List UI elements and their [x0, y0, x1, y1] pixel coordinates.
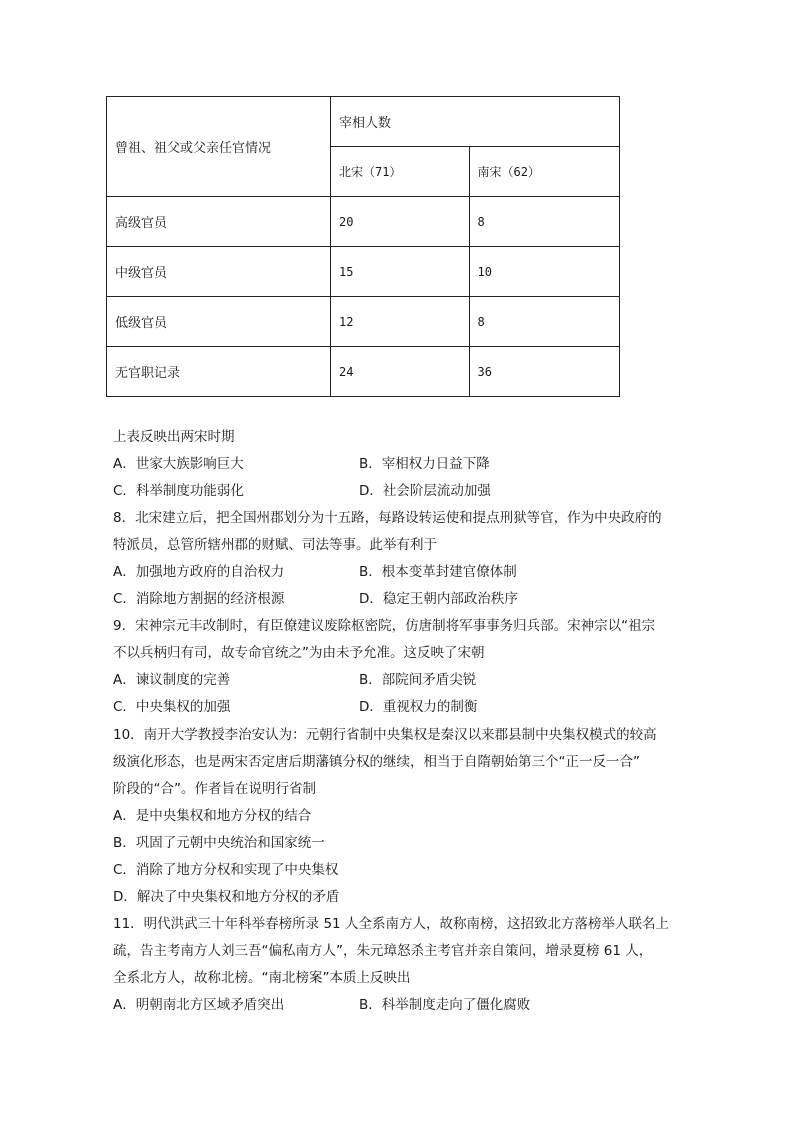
q10-option-b[interactable]: B．巩固了元朝中央统治和国家统一 — [113, 835, 325, 851]
q9-option-c[interactable]: C．中央集权的加强 — [113, 699, 231, 715]
q8-option-d[interactable]: D．稳定王朝内部政治秩序 — [359, 591, 518, 607]
q7-option-d[interactable]: D．社会阶层流动加强 — [359, 483, 491, 499]
row-label: 中级官员 — [107, 247, 331, 297]
q7-stem: 上表反映出两宋时期 — [113, 429, 235, 445]
north-value: 12 — [330, 297, 469, 347]
q10-stem-line1: 10．南开大学教授李治安认为：元朝行省制中央集权是秦汉以来郡县制中央集权模式的较高 — [113, 727, 657, 743]
south-value: 8 — [469, 297, 619, 347]
south-value: 36 — [469, 347, 619, 397]
q8-option-a[interactable]: A．加强地方政府的自治权力 — [113, 564, 285, 580]
q11-option-b[interactable]: B．科举制度走向了僵化腐败 — [359, 997, 531, 1013]
q9-stem-line2: 不以兵柄归有司，故专命官统之”为由未予允准。这反映了宋朝 — [113, 645, 485, 661]
q10-stem-line2: 级演化形态，也是两宋否定唐后期藩镇分权的继续，相当于自隋朝始第三个“正一反一合” — [113, 754, 640, 770]
north-value: 15 — [330, 247, 469, 297]
q11-stem-line1: 11．明代洪武三十年科举春榜所录 51 人全系南方人，故称南榜，这招致北方落榜举人联名上 — [113, 916, 669, 932]
q11-stem-line2: 疏，告主考南方人刘三吾“偏私南方人”，朱元璋怒杀主考官并亲自策问，增录夏榜 61 人， — [113, 943, 653, 959]
q8-stem-line2: 特派员，总管所辖州郡的财赋、司法等事。此举有利于 — [113, 537, 437, 553]
table-header-north-song: 北宋（71） — [330, 147, 469, 197]
row-label: 无官职记录 — [107, 347, 331, 397]
table-row — [107, 247, 620, 297]
south-value: 10 — [469, 247, 619, 297]
q8-stem-line1: 8．北宋建立后，把全国州郡划分为十五路，每路设转运使和提点刑狱等官，作为中央政府的 — [113, 510, 662, 526]
chancellor-origin-table — [106, 96, 620, 397]
row-label: 低级官员 — [107, 297, 331, 347]
q10-stem-line3: 阶段的“合”。作者旨在说明行省制 — [113, 781, 316, 797]
q11-option-a[interactable]: A．明朝南北方区域矛盾突出 — [113, 997, 285, 1013]
q7-option-a[interactable]: A．世家大族影响巨大 — [113, 456, 244, 472]
q7-option-c[interactable]: C．科举制度功能弱化 — [113, 483, 244, 499]
q9-option-a[interactable]: A．谏议制度的完善 — [113, 672, 231, 688]
q8-option-b[interactable]: B．根本变革封建官僚体制 — [359, 564, 517, 580]
north-value: 24 — [330, 347, 469, 397]
q10-option-c[interactable]: C．消除了地方分权和实现了中央集权 — [113, 862, 339, 878]
row-label: 高级官员 — [107, 197, 331, 247]
table-header-ancestor: 曾祖、祖父或父亲任官情况 — [107, 97, 331, 197]
q9-option-b[interactable]: B．部院间矛盾尖锐 — [359, 672, 477, 688]
north-value: 20 — [330, 197, 469, 247]
table-header-south-song: 南宋（62） — [469, 147, 619, 197]
q10-option-d[interactable]: D．解决了中央集权和地方分权的矛盾 — [113, 889, 340, 905]
table-row — [107, 347, 620, 397]
q9-option-d[interactable]: D．重视权力的制衡 — [359, 699, 478, 715]
q7-option-b[interactable]: B．宰相权力日益下降 — [359, 456, 490, 472]
q11-stem-line3: 全系北方人，故称北榜。“南北榜案”本质上反映出 — [113, 970, 411, 986]
q10-option-a[interactable]: A．是中央集权和地方分权的结合 — [113, 808, 312, 824]
table-header-chancellors: 宰相人数 — [330, 97, 619, 147]
south-value: 8 — [469, 197, 619, 247]
q9-stem-line1: 9．宋神宗元丰改制时，有臣僚建议废除枢密院，仿唐制将军事事务归兵部。宋神宗以“祖宗 — [113, 618, 656, 634]
table-row — [107, 297, 620, 347]
table-row — [107, 197, 620, 247]
q8-option-c[interactable]: C．消除地方割据的经济根源 — [113, 591, 285, 607]
